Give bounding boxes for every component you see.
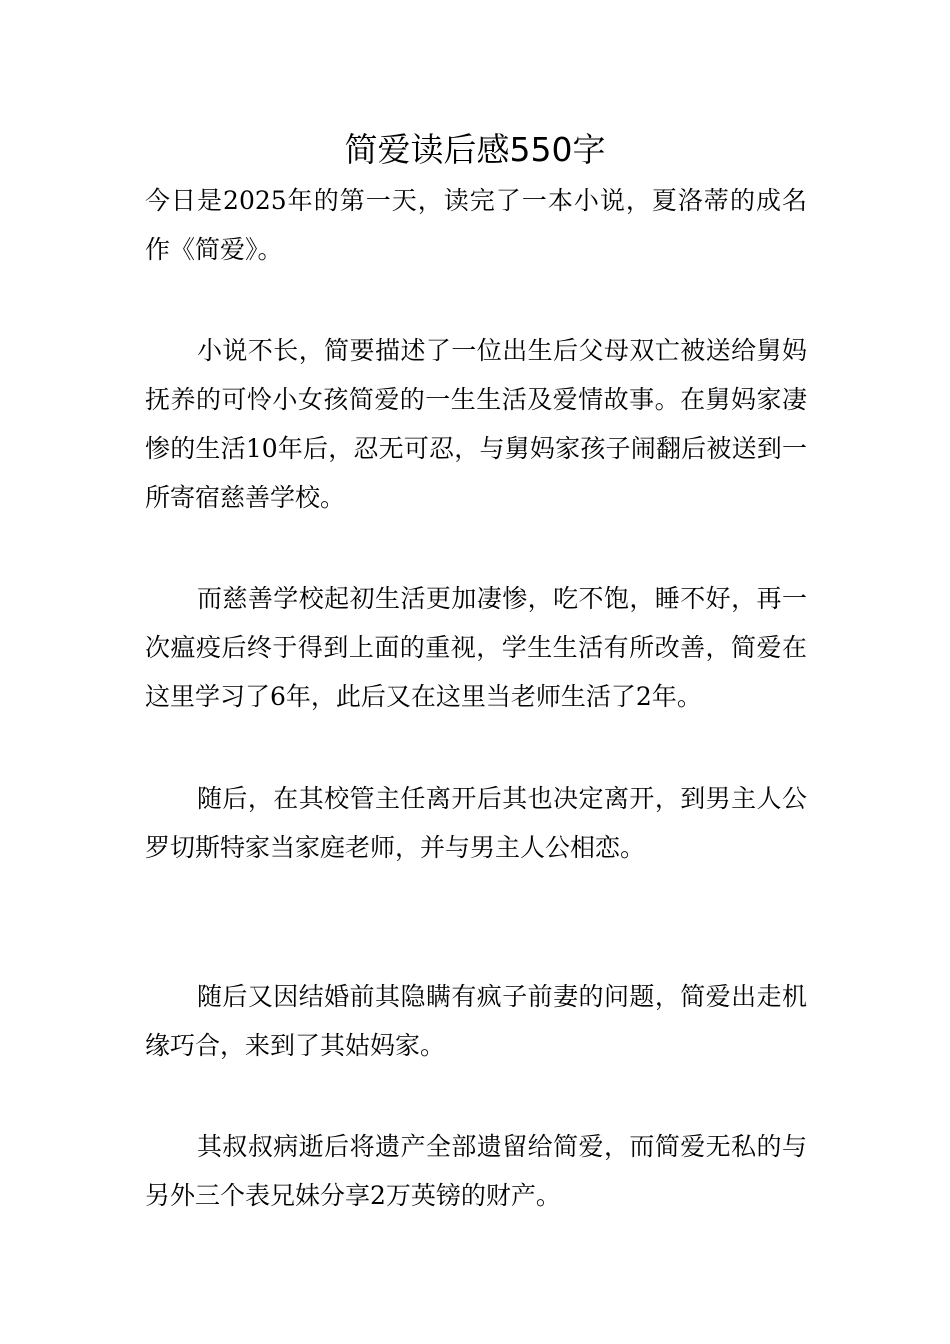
paragraph-inheritance: 其叔叔病逝后将遗产全部遗留给简爱，而简爱无私的与另外三个表兄妹分享2万英镑的财产。	[145, 1132, 807, 1210]
paragraph-governess: 随后，在其校管主任离开后其也决定离开，到男主人公罗切斯特家当家庭老师，并与男主人公相恋。	[145, 784, 807, 862]
paragraph-intro: 今日是2025年的第一天，读完了一本小说，夏洛蒂的成名作《简爱》。	[145, 186, 807, 264]
paragraph-childhood: 小说不长，简要描述了一位出生后父母双亡被送给舅妈抚养的可怜小女孩简爱的一生生活及爱情故事。在舅妈家凄惨的生活10年后，忍无可忍，与舅妈家孩子闹翻后被送到一所寄宿慈善学校。	[145, 336, 807, 512]
document-title: 简爱读后感550字	[344, 130, 606, 169]
paragraph-departure: 随后又因结婚前其隐瞒有疯子前妻的问题，简爱出走机缘巧合，来到了其姑妈家。	[145, 982, 807, 1060]
paragraph-school: 而慈善学校起初生活更加凄惨，吃不饱，睡不好，再一次瘟疫后终于得到上面的重视，学生生活有所改善，简爱在这里学习了6年，此后又在这里当老师生活了2年。	[145, 584, 807, 711]
